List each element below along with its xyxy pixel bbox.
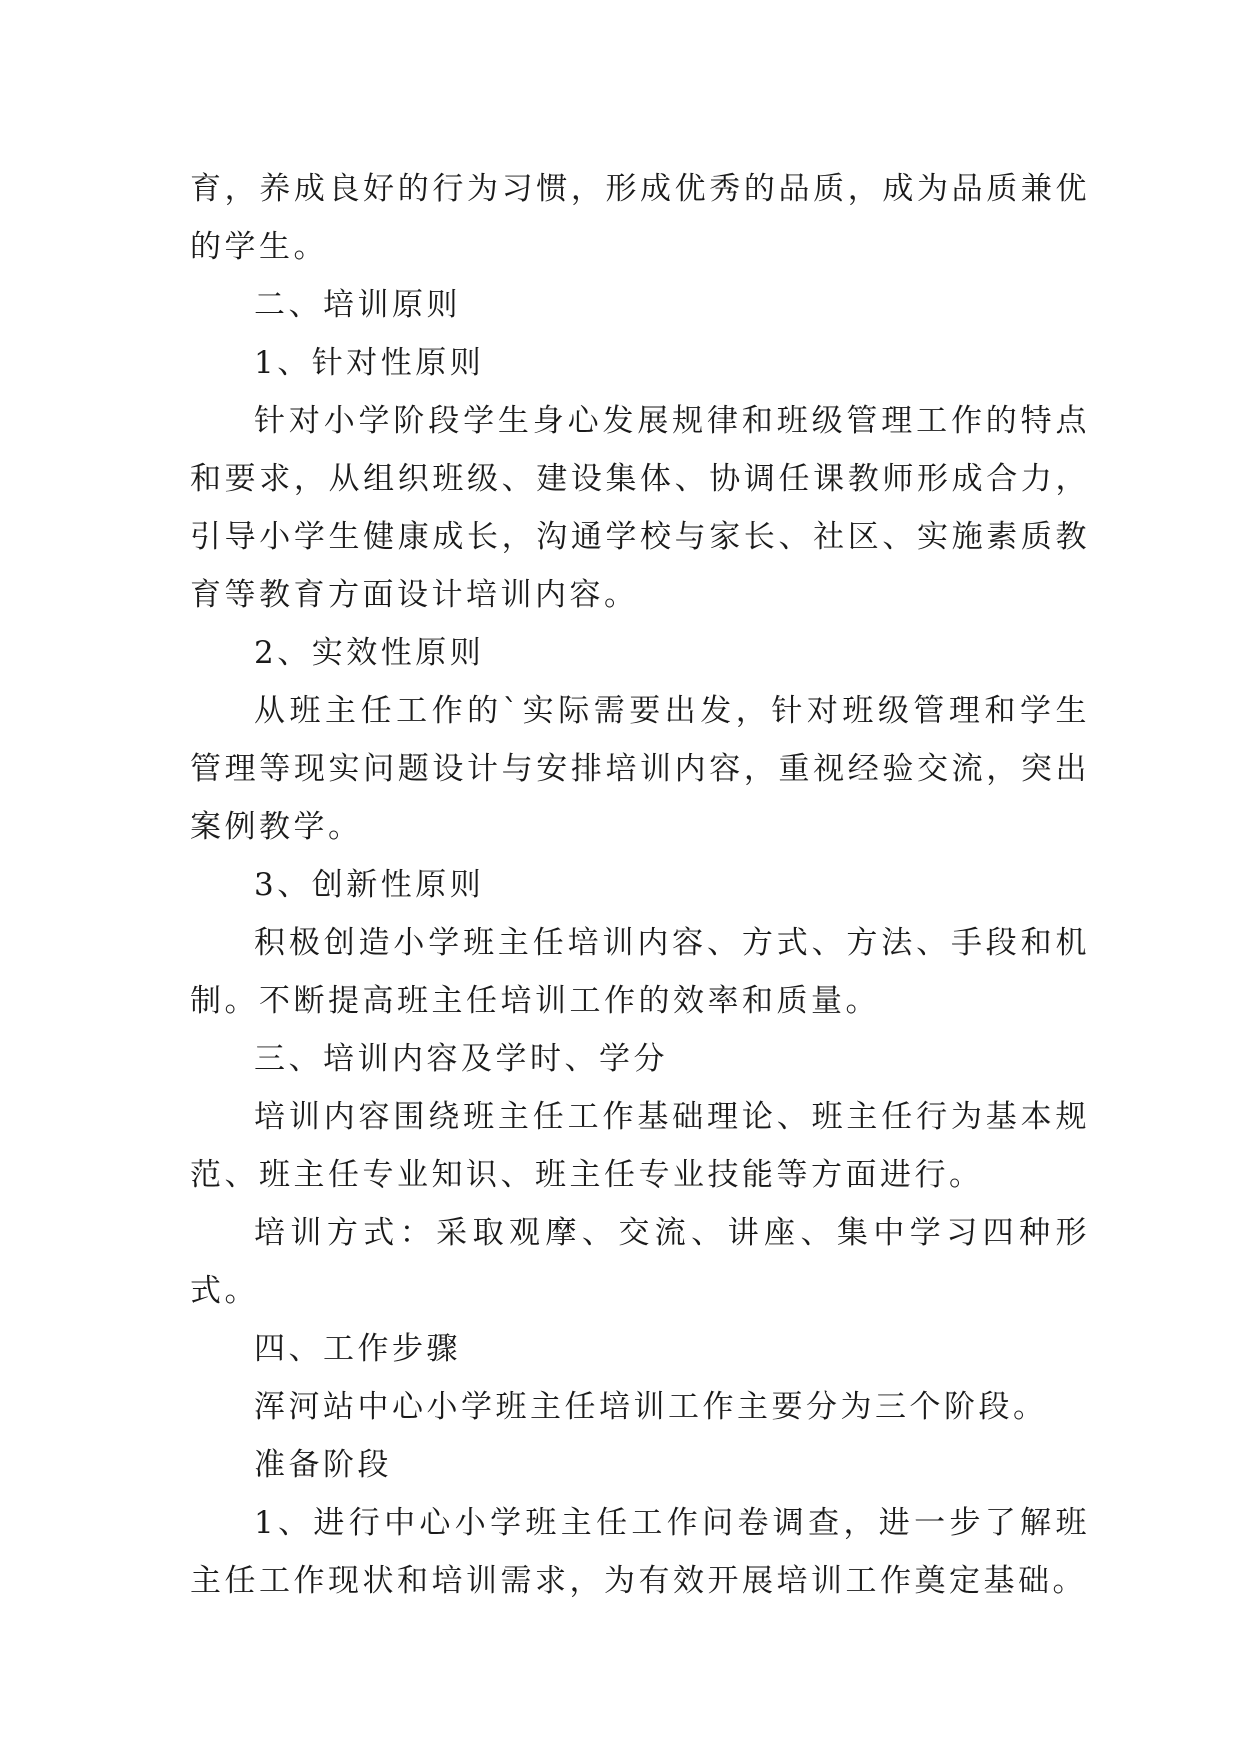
- paragraph-continuation: 育，养成良好的行为习惯，形成优秀的品质，成为品质兼优的学生。: [190, 171, 1090, 265]
- subheading-innovation-principle: 3、创新性原则: [254, 867, 485, 903]
- subheading-targeted-principle: 1、针对性原则: [254, 345, 485, 381]
- paragraph-preparation-step-1: 1、进行中心小学班主任工作问卷调查，进一步了解班主任工作现状和培训需求，为有效开展培训工作奠定基础。: [190, 1505, 1090, 1599]
- paragraph-effectiveness-principle: 从班主任工作的`实际需要出发，针对班级管理和学生管理等现实问题设计与安排培训内容，重视经验交流，突出案例教学。: [190, 693, 1090, 845]
- section-heading-steps: 四、工作步骤: [254, 1331, 461, 1367]
- subheading-effectiveness-principle: 2、实效性原则: [254, 635, 485, 671]
- paragraph-training-method: 培训方式：采取观摩、交流、讲座、集中学习四种形式。: [190, 1215, 1090, 1309]
- paragraph-innovation-principle: 积极创造小学班主任培训内容、方式、方法、手段和机制。不断提高班主任培训工作的效率和质量。: [190, 925, 1090, 1019]
- paragraph-stages-overview: 浑河站中心小学班主任培训工作主要分为三个阶段。: [254, 1389, 1048, 1425]
- paragraph-training-content: 培训内容围绕班主任工作基础理论、班主任行为基本规范、班主任专业知识、班主任专业技能等方面进行。: [190, 1099, 1090, 1193]
- section-heading-principles: 二、培训原则: [254, 287, 461, 323]
- paragraph-targeted-principle: 针对小学阶段学生身心发展规律和班级管理工作的特点和要求，从组织班级、建设集体、协调任课教师形成合力，引导小学生健康成长，沟通学校与家长、社区、实施素质教育等教育方面设计培训内容。: [190, 403, 1090, 613]
- subheading-preparation-stage: 准备阶段: [254, 1447, 392, 1483]
- section-heading-content: 三、培训内容及学时、学分: [254, 1041, 668, 1077]
- document-body: [190, 160, 1090, 1610]
